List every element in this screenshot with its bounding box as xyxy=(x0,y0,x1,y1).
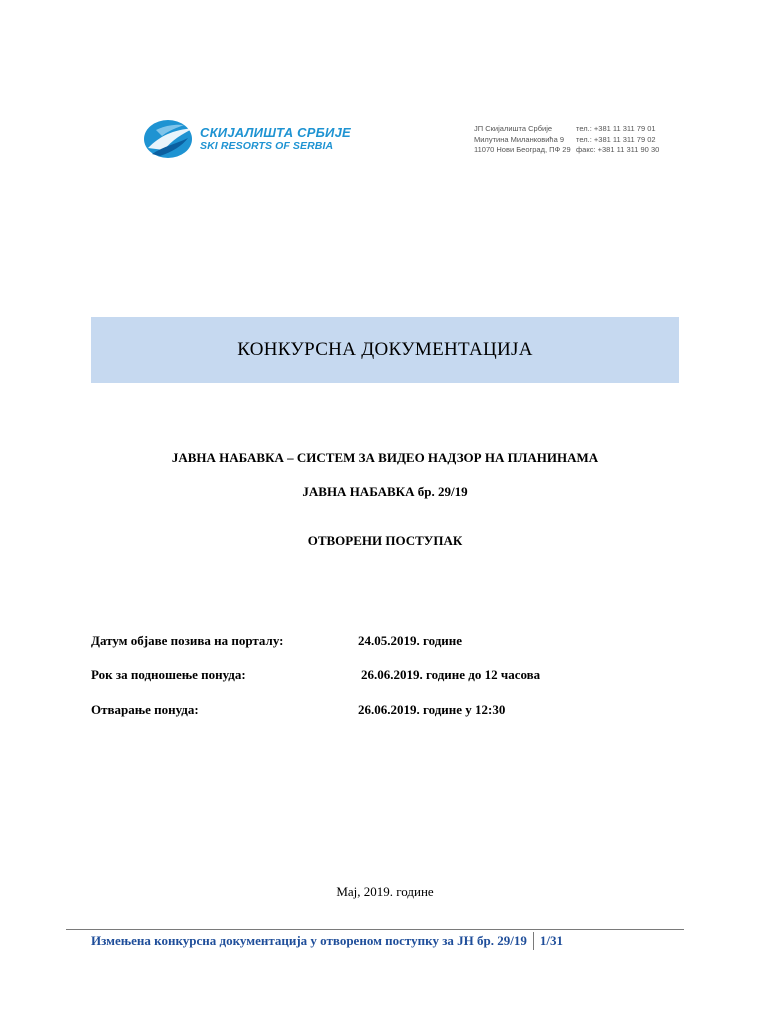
detail-row-publication-date xyxy=(91,633,691,651)
detail-label: Датум објаве позива на порталу: xyxy=(91,633,284,648)
page-number: 1/31 xyxy=(539,933,563,948)
detail-value: 24.05.2019. године xyxy=(358,633,463,648)
document-date: Мај, 2019. године xyxy=(336,884,434,899)
address-line: 11070 Нови Београд, ПФ 29 xyxy=(474,145,571,154)
page-footer xyxy=(91,931,563,951)
procurement-subject: ЈАВНА НАБАВКА – СИСТЕМ ЗА ВИДЕО НАДЗОР НА ПЛАНИНАМА xyxy=(171,450,599,465)
phone-line: тел.: +381 11 311 79 02 xyxy=(576,134,656,144)
address-block xyxy=(474,124,571,156)
detail-label: Отварање понуда: xyxy=(91,702,199,717)
phone-block xyxy=(576,124,659,156)
address-line: ЈП Скијалишта Србије xyxy=(474,124,553,133)
footer-separator xyxy=(533,932,534,950)
detail-value: 26.06.2019. године до 12 часова xyxy=(361,667,541,682)
detail-value: 26.06.2019. године у 12:30 xyxy=(358,702,506,717)
document-title-band xyxy=(91,317,679,383)
footer-text: Измењена конкурсна документација у отвореном поступку за ЈН бр. 29/19 xyxy=(91,933,527,948)
fax-line: факс: +381 11 311 90 30 xyxy=(576,145,660,154)
ski-slope-logo-icon xyxy=(142,118,202,160)
footer-divider xyxy=(66,929,684,930)
letterhead xyxy=(142,118,662,162)
document-title: КОНКУРСНА ДОКУМЕНТАЦИЈА xyxy=(237,339,533,360)
address-line: Милутина Миланковића 9 xyxy=(474,134,565,144)
detail-label: Рок за подношење понуда: xyxy=(91,667,246,682)
detail-row-submission-deadline xyxy=(91,667,691,685)
brand-line-cyrillic: СКИЈАЛИШТА СРБИЈЕ xyxy=(200,125,351,140)
detail-row-opening xyxy=(91,702,691,720)
procedure-type: ОТВОРЕНИ ПОСТУПАК xyxy=(307,533,463,548)
brand-name xyxy=(200,126,351,152)
phone-line: тел.: +381 11 311 79 01 xyxy=(576,124,656,133)
procurement-number: ЈАВНА НАБАВКА бр. 29/19 xyxy=(302,484,468,499)
brand-line-english: SKI RESORTS OF SERBIA xyxy=(200,140,334,152)
